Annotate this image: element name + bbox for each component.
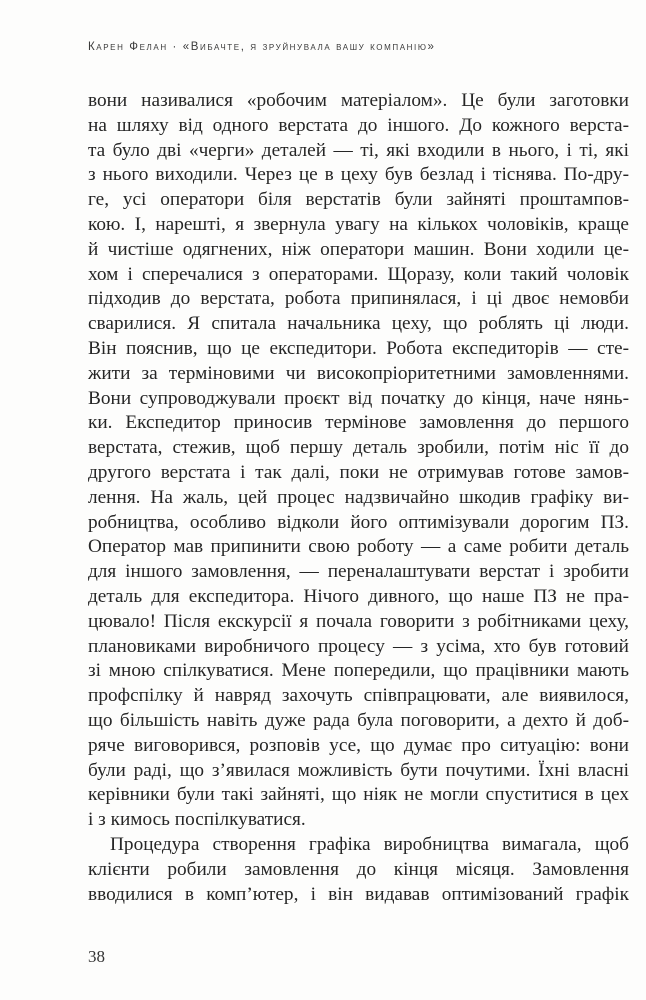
text-line: кою. І, нарешті, я звернула увагу на кількох чоловіків, краще	[88, 213, 629, 235]
text-line: підходив до верстата, робота припинялася, і ці двоє немовби	[88, 288, 629, 310]
text-line: сварилися. Я спитала начальника цеху, що роблять ці люди.	[88, 313, 629, 335]
text-line: Вони супроводжували проєкт від початку до кінця, наче нянь-	[88, 387, 629, 409]
text-line: Процедура створення графіка виробництва вимагала, щоб	[110, 833, 629, 855]
text-line: цювало! Після екскурсії я почала говорити з робітниками цеху,	[88, 610, 629, 632]
text-line: верстата, стежив, щоб першу деталь зробили, потім ніс її до	[88, 437, 629, 459]
page-number: 38	[88, 947, 105, 966]
text-line: робництва, особливо відколи його оптимізували дорогим ПЗ.	[88, 511, 629, 533]
text-line: плановиками виробничого процесу — з усіма, хто був готовий	[88, 635, 629, 657]
text-line: деталь для експедитора. Нічого дивного, що наше ПЗ не пра-	[88, 585, 629, 607]
text-line: другого верстата і так далі, поки не отримував готове замов-	[88, 461, 629, 483]
text-line: що більшість навіть дуже рада була поговорити, а дехто й доб-	[88, 709, 629, 731]
text-line: зі мною спілкуватися. Мене попередили, що працівники мають	[88, 660, 629, 682]
text-line: з нього виходили. Через це в цеху був безлад і тіснява. По-дру-	[88, 164, 629, 186]
text-line: лення. На жаль, цей процес надзвичайно шкодив графіку ви-	[88, 486, 629, 508]
text-line: хом і сперечалися з операторами. Щоразу, коли такий чоловік	[88, 263, 629, 285]
text-line: й чистіше одягнених, ніж оператори машин. Вони ходили це-	[88, 238, 629, 260]
text-line: клієнти робили замовлення до кінця місяця. Замовлення	[88, 858, 629, 880]
text-line: жити за терміновими чи високопріоритетними замовленнями.	[88, 362, 629, 384]
body-text	[88, 89, 629, 907]
text-line: Він пояснив, що це експедитори. Робота експедиторів — сте-	[88, 337, 629, 359]
text-line: на шляху від одного верстата до іншого. До кожного верста-	[88, 114, 629, 136]
text-line: ки. Експедитор приносив термінове замовлення до першого	[88, 412, 629, 434]
text-line: для іншого замовлення, — переналаштувати верстат і зробити	[88, 561, 629, 583]
text-line: і з кимось поспілкуватися.	[88, 809, 306, 831]
text-line: та було дві «черги» деталей — ті, які входили в нього, і ті, які	[88, 139, 629, 161]
text-line: керівники були такі зайняті, що ніяк не могли спуститися в цех	[88, 784, 629, 806]
text-line: вводилися в комп’ютер, і він видавав оптимізований графік	[88, 883, 629, 905]
text-line: Оператор мав припинити свою роботу — а саме робити деталь	[88, 536, 629, 558]
text-line: ряче виговорився, розповів усе, що думає про ситуацію: вони	[88, 734, 629, 756]
text-line: вони називалися «робочим матеріалом». Це були заготовки	[88, 90, 629, 111]
running-header: Карен Фелан · «Вибачте, я зруйнувала вашу компанію»	[88, 41, 436, 53]
text-line: були раді, що з’явилася можливість бути почутими. Їхні власні	[88, 759, 629, 781]
text-line: профспілку й навряд захочуть співпрацювати, але виявилося,	[88, 685, 629, 707]
text-line: ге, усі оператори біля верстатів були зайняті проштампов-	[88, 189, 629, 211]
